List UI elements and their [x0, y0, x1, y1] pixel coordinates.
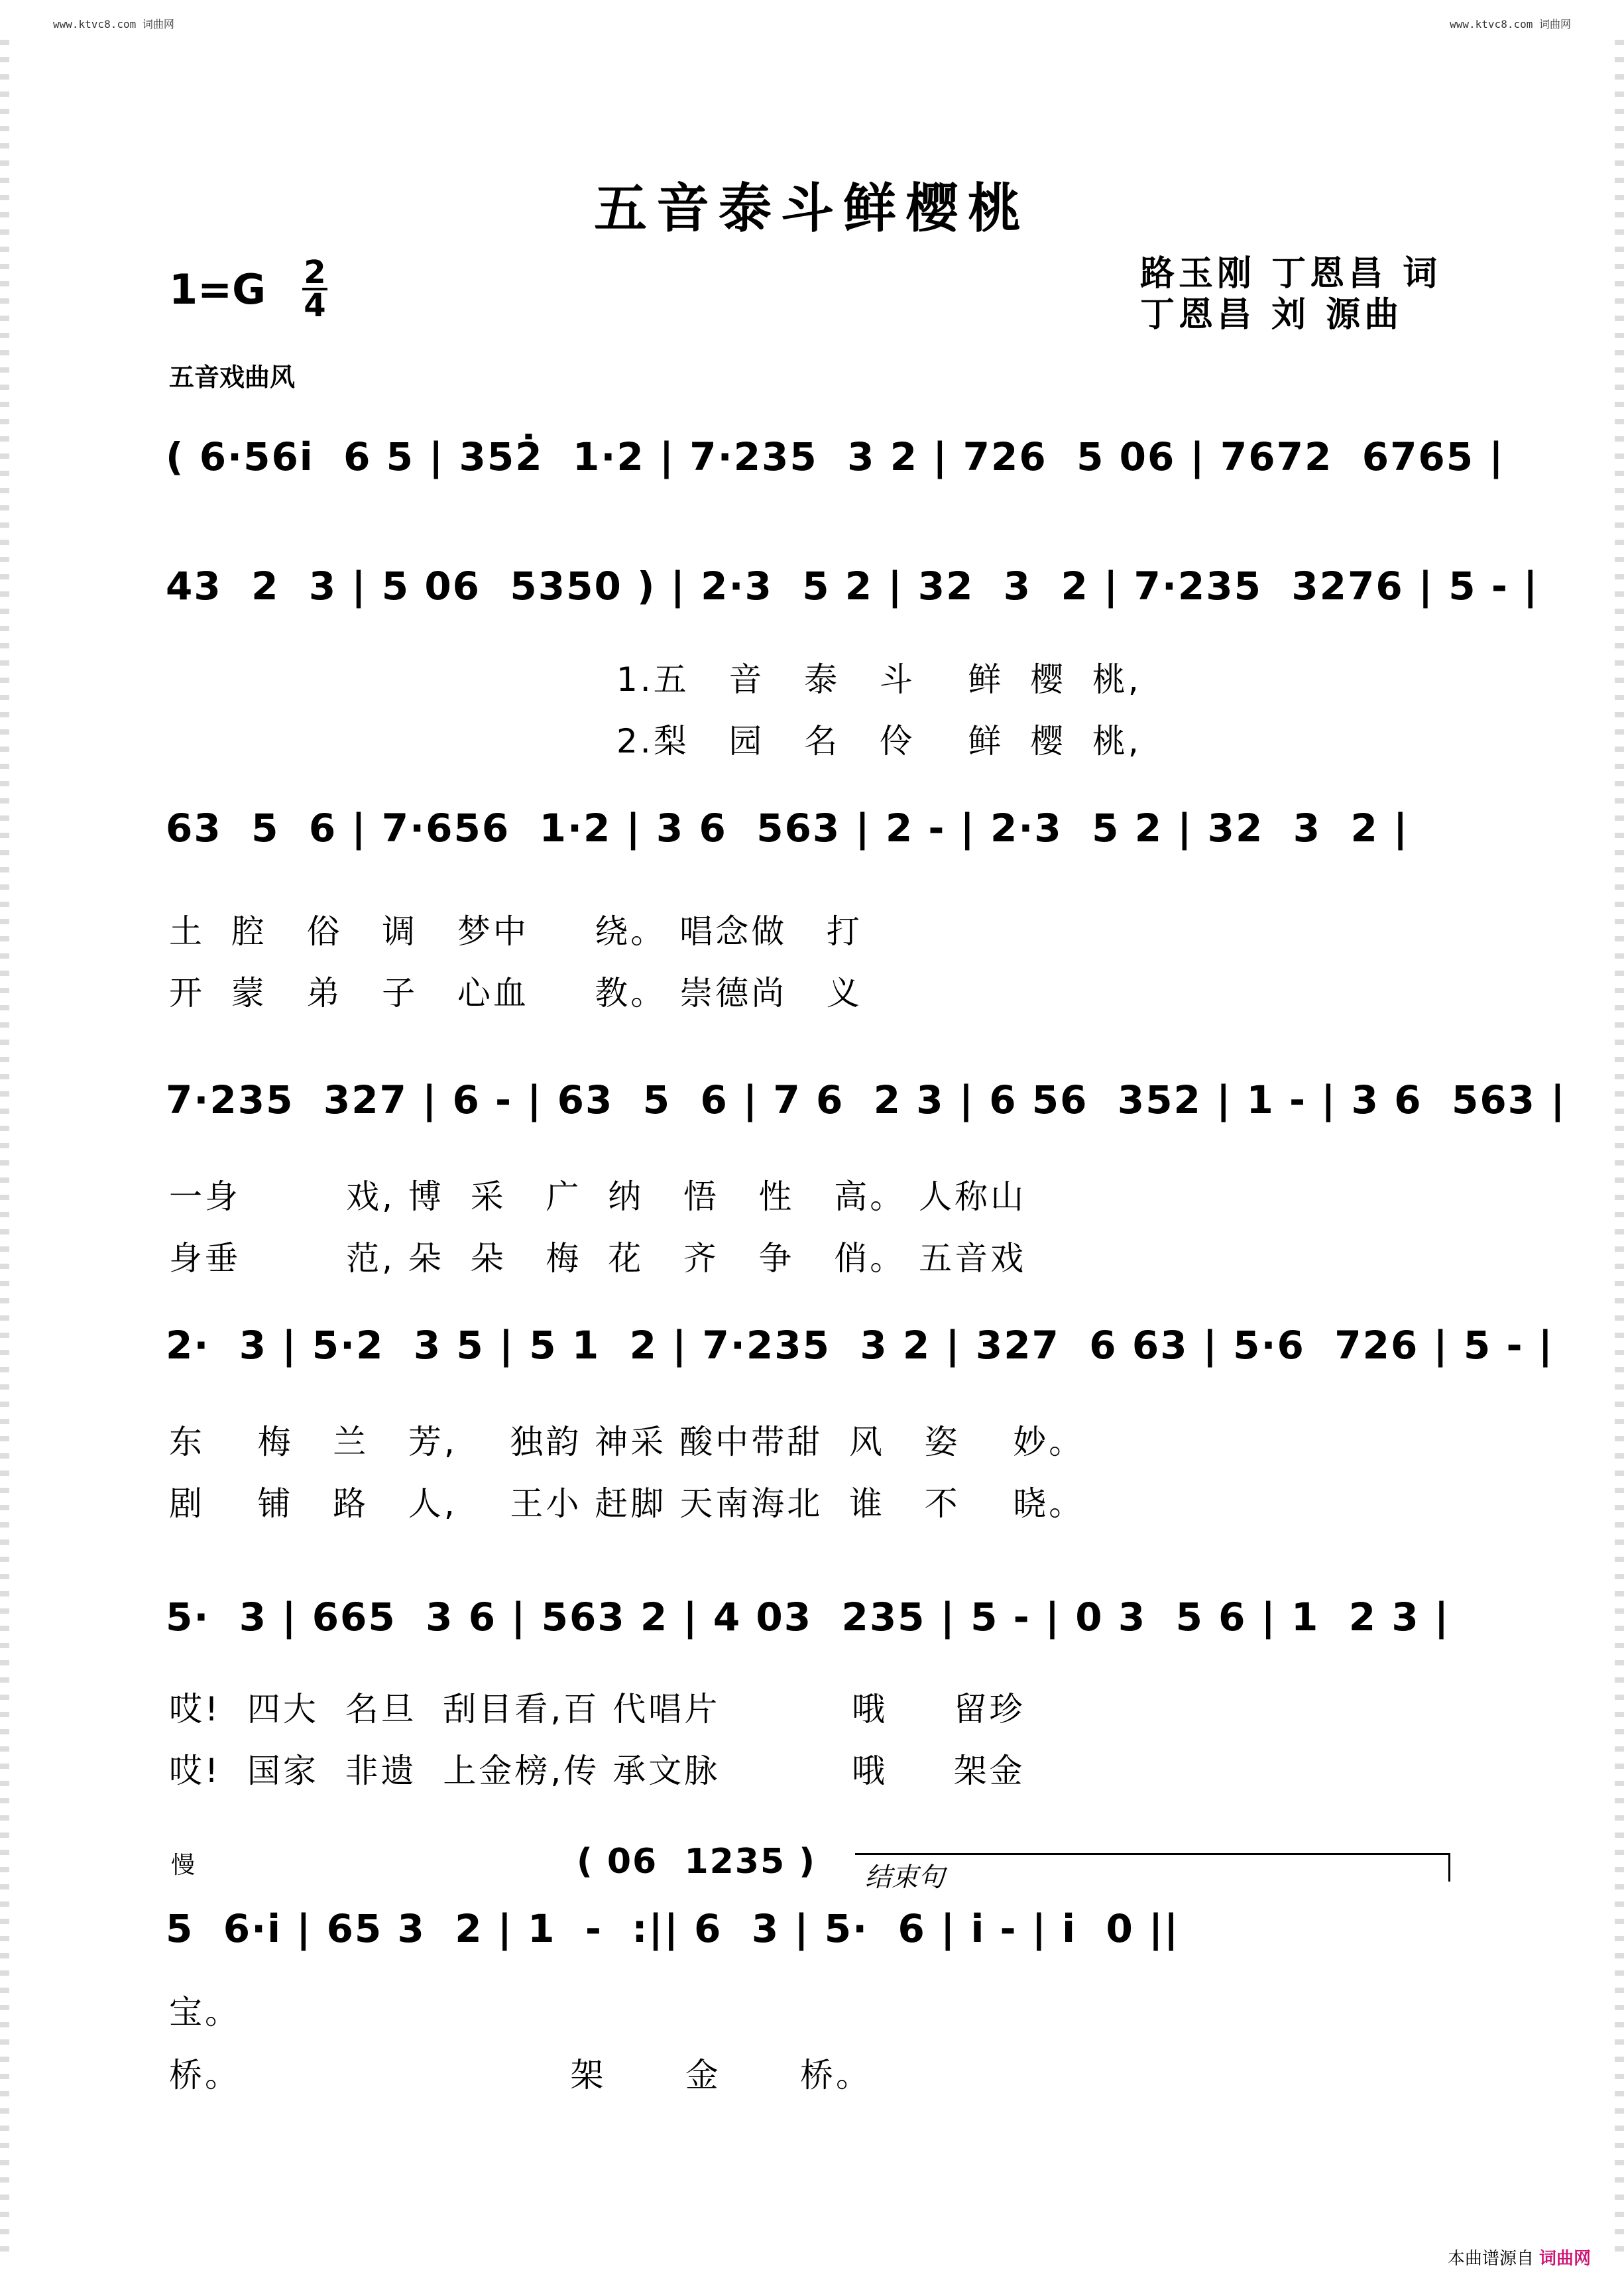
lyric-verse-1: 1.五 音 泰 斗 鲜 樱 桃,	[616, 660, 1141, 699]
right-edge-strip	[1615, 40, 1624, 2254]
staff-row-2	[166, 564, 1539, 643]
staff-row-3	[166, 806, 1465, 885]
lyric-verse-1: 土 腔 俗 调 梦中 绕。 唱念做 打	[169, 912, 862, 951]
lyric-verse-1: 东 梅 兰 芳, 独韵 神采 酸中带甜 风 姿 妙。	[169, 1423, 1085, 1461]
lyric-verse-2: 开 蒙 弟 子 心血 教。 崇德尚 义	[169, 974, 862, 1012]
tempo-mark: 慢	[171, 1852, 196, 1879]
lyric-verse-2: 身垂 范, 朵 朵 梅 花 齐 争 俏。 五音戏	[169, 1239, 1027, 1278]
source-footer	[1448, 2245, 1591, 2269]
meter-top: 2	[304, 254, 326, 291]
composer-credit: 丁恩昌 刘 源曲	[1140, 295, 1403, 335]
notation-line: ( 6·56i̇ 6 5 | 352̇ 1·2 | 7·235 3 2 | 726 5 06 | 7672 6765 |	[166, 434, 1505, 479]
ending-label: 结束句	[865, 1862, 945, 1893]
staff-row-6	[166, 1594, 1465, 1674]
lyric-verse-2: 剧 铺 路 人, 王小 赶脚 天南海北 谁 不 晓。	[169, 1484, 1085, 1523]
lyricist-credit: 路玉刚 丁恩昌 词	[1140, 254, 1442, 294]
meter-bottom: 4	[304, 287, 326, 324]
notation-line: 5· 3 | 665 3 6 | 563 2 | 4 03 235 | 5 - | 0 3 5 6 | 1 2 3 |	[166, 1594, 1450, 1640]
staff-row-4	[166, 1077, 1566, 1157]
lyric-verse-2: 哎! 国家 非遗 上金榜,传 承文脉 哦 架金	[169, 1752, 1025, 1790]
staff-row-1	[166, 434, 1505, 514]
lyric-verse-2: 2.梨 园 名 伶 鲜 樱 桃,	[616, 722, 1141, 760]
footer-brand[interactable]: 词曲网	[1538, 2249, 1591, 2269]
notation-line: 43 2 3 | 5 06 5350 ) | 2·3 5 2 | 32 3 2 | 7·235 3276 | 5 - |	[166, 564, 1539, 609]
lyric-verse-1: 宝。	[169, 1993, 241, 2031]
lyric-verse-1: 一身 戏, 博 采 广 纳 悟 性 高。 人称山	[169, 1177, 1027, 1216]
key-signature: 1=G	[169, 265, 266, 314]
ending-bracket	[855, 1853, 1450, 1882]
time-signature	[300, 254, 330, 324]
notation-line: 2· 3 | 5·2 3 5 | 5 1 2 | 7·235 3 2 | 327 6 63 | 5·6 726 | 5 - |	[166, 1323, 1554, 1368]
style-note: 五音戏曲风	[169, 363, 296, 392]
lyric-verse-1: 哎! 四大 名旦 刮目看,百 代唱片 哦 留珍	[169, 1690, 1025, 1728]
header-left: www.ktvc8.com 词曲网	[53, 18, 174, 30]
notation-line: 63 5 6 | 7·656 1·2 | 3 6 563 | 2 - | 2·3 5 2 | 32 3 2 |	[166, 806, 1409, 851]
staff-row-5	[166, 1323, 1554, 1402]
notation-line: 5 6·i̇ | 65 3 2 | 1 - :|| 6 3 | 5· 6 | i̇ - | i̇ 0 ||	[166, 1906, 1180, 1951]
intro-bracket-notes: ( 06 1235 )	[577, 1842, 817, 1882]
header-right: www.ktvc8.com 词曲网	[1450, 18, 1571, 30]
score-title: 五音泰斗鲜樱桃	[594, 177, 1030, 239]
staff-row-7	[166, 1906, 1465, 1986]
footer-text: 本曲谱源自	[1447, 2249, 1534, 2269]
lyric-verse-2: 桥。 架 金 桥。	[169, 2056, 872, 2094]
left-edge-strip	[0, 40, 9, 2254]
notation-line: 7·235 327 | 6 - | 63 5 6 | 7 6 2 3 | 6 56 352 | 1 - | 3 6 563 |	[166, 1077, 1566, 1122]
